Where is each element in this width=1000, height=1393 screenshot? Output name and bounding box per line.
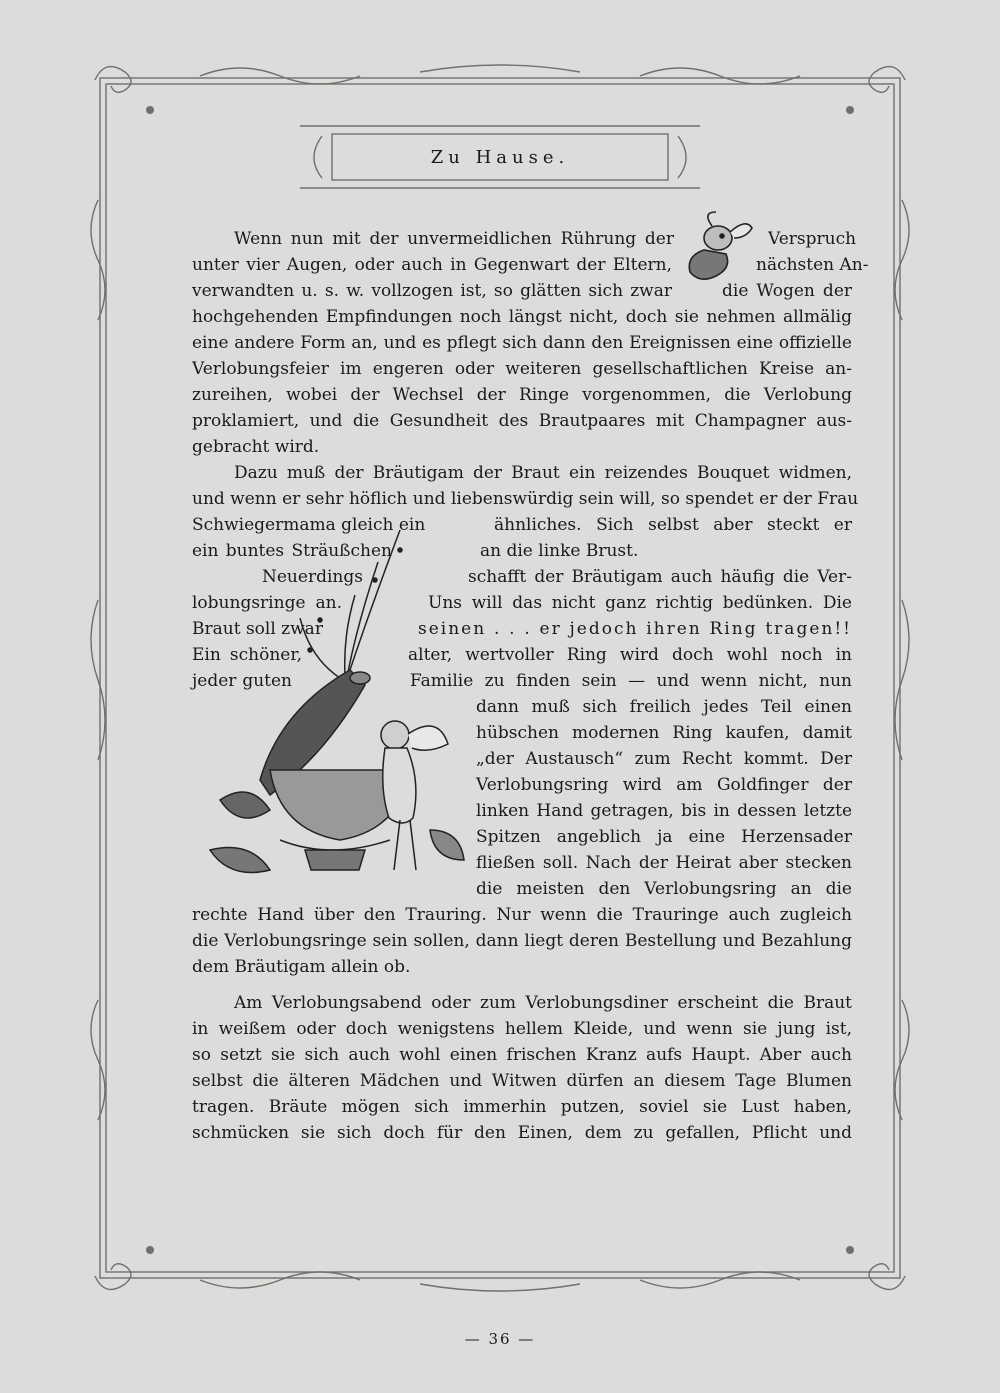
text-line: gebracht wird. (192, 437, 320, 457)
text-line: rechte Hand über den Trauring. Nur wenn die Trauringe auch zugleich (192, 905, 852, 925)
text-line: so setzt sie sich auch wohl einen frischen Kranz aufs Haupt. Aber auch (192, 1045, 852, 1065)
text-line: schafft der Bräutigam auch häufig die Ver- (468, 567, 852, 587)
text-line: ähnliches. Sich selbst aber steckt er (494, 515, 852, 535)
text-line: Braut soll zwar (192, 619, 323, 639)
text-line: Verlobungsfeier im engeren oder weiteren gesellschaftlichen Kreise an- (192, 359, 852, 379)
text-line: Uns will das nicht ganz richtig bedünken. Die (428, 593, 852, 613)
text-line: jeder guten (192, 671, 292, 691)
text-line: Neuerdings (262, 567, 363, 587)
text-line: Dazu muß der Bräutigam der Braut ein reizendes Bouquet widmen, (234, 463, 852, 483)
text-line: Spitzen angeblich ja eine Herzensader (476, 827, 852, 847)
text-line: Am Verlobungsabend oder zum Verlobungsdiner erscheint die Braut (234, 993, 852, 1013)
text-line: Schwiegermama gleich ein (192, 515, 426, 535)
text-line: unter vier Augen, oder auch in Gegenwart der Eltern, (192, 255, 672, 275)
text-line: alter, wertvoller Ring wird doch wohl noch in (408, 645, 852, 665)
text-line: nächsten An- (756, 255, 869, 275)
text-line: die meisten den Verlobungsring an die (476, 879, 852, 899)
text-line: „der Austausch“ zum Recht kommt. Der (476, 749, 852, 769)
text-line: die Wogen der (722, 281, 852, 301)
text-line: verwandten u. s. w. vollzogen ist, so glätten sich zwar (192, 281, 672, 301)
text-line: lobungsringe an. (192, 593, 342, 613)
text-line: Verlobungsring wird am Goldfinger der (476, 775, 852, 795)
text-line: Familie zu finden sein — und wenn nicht, nun (410, 671, 852, 691)
text-line: hübschen modernen Ring kaufen, damit (476, 723, 852, 743)
text-line: eine andere Form an, und es pflegt sich dann den Ereignissen eine offizielle (192, 333, 852, 353)
text-line: in weißem oder doch wenigstens hellem Kleide, und wenn sie jung ist, (192, 1019, 852, 1039)
page-heading: Zu Hause. (430, 146, 570, 168)
text-line: seinen . . . er jedoch ihren Ring tragen!! (418, 619, 852, 639)
text-line: schmücken sie sich doch für den Einen, dem zu gefallen, Pflicht und (192, 1123, 852, 1143)
text-line: hochgehenden Empfindungen noch längst nicht, doch sie nehmen allmälig (192, 307, 852, 327)
text-line: tragen. Bräute mögen sich immerhin putzen, soviel sie Lust haben, (192, 1097, 852, 1117)
text-line: proklamiert, und die Gesundheit des Brautpaares mit Champagner aus- (192, 411, 852, 431)
page-number: — 36 — (464, 1330, 536, 1348)
text-line: die Verlobungsringe sein sollen, dann liegt deren Bestellung und Bezahlung (192, 931, 852, 951)
text-line: dann muß sich freilich jedes Teil einen (476, 697, 852, 717)
text-line: zureihen, wobei der Wechsel der Ringe vorgenommen, die Verlobung (192, 385, 852, 405)
text-line: Verspruch (768, 229, 857, 249)
text-line: und wenn er sehr höflich und liebenswürdig sein will, so spendet er der Frau (192, 489, 859, 509)
text-line: Ein schöner, (192, 645, 302, 665)
text-line: linken Hand getragen, bis in dessen letzte (476, 801, 852, 821)
text-line: selbst die älteren Mädchen und Witwen dürfen an diesem Tage Blumen (192, 1071, 852, 1091)
text-line: ein buntes Sträußchen (192, 541, 392, 561)
text-line: fließen soll. Nach der Heirat aber stecken (476, 853, 852, 873)
text-line: dem Bräutigam allein ob. (192, 957, 411, 977)
text-line: an die linke Brust. (480, 541, 639, 561)
text-line: Wenn nun mit der unvermeidlichen Rührung der (234, 229, 674, 249)
